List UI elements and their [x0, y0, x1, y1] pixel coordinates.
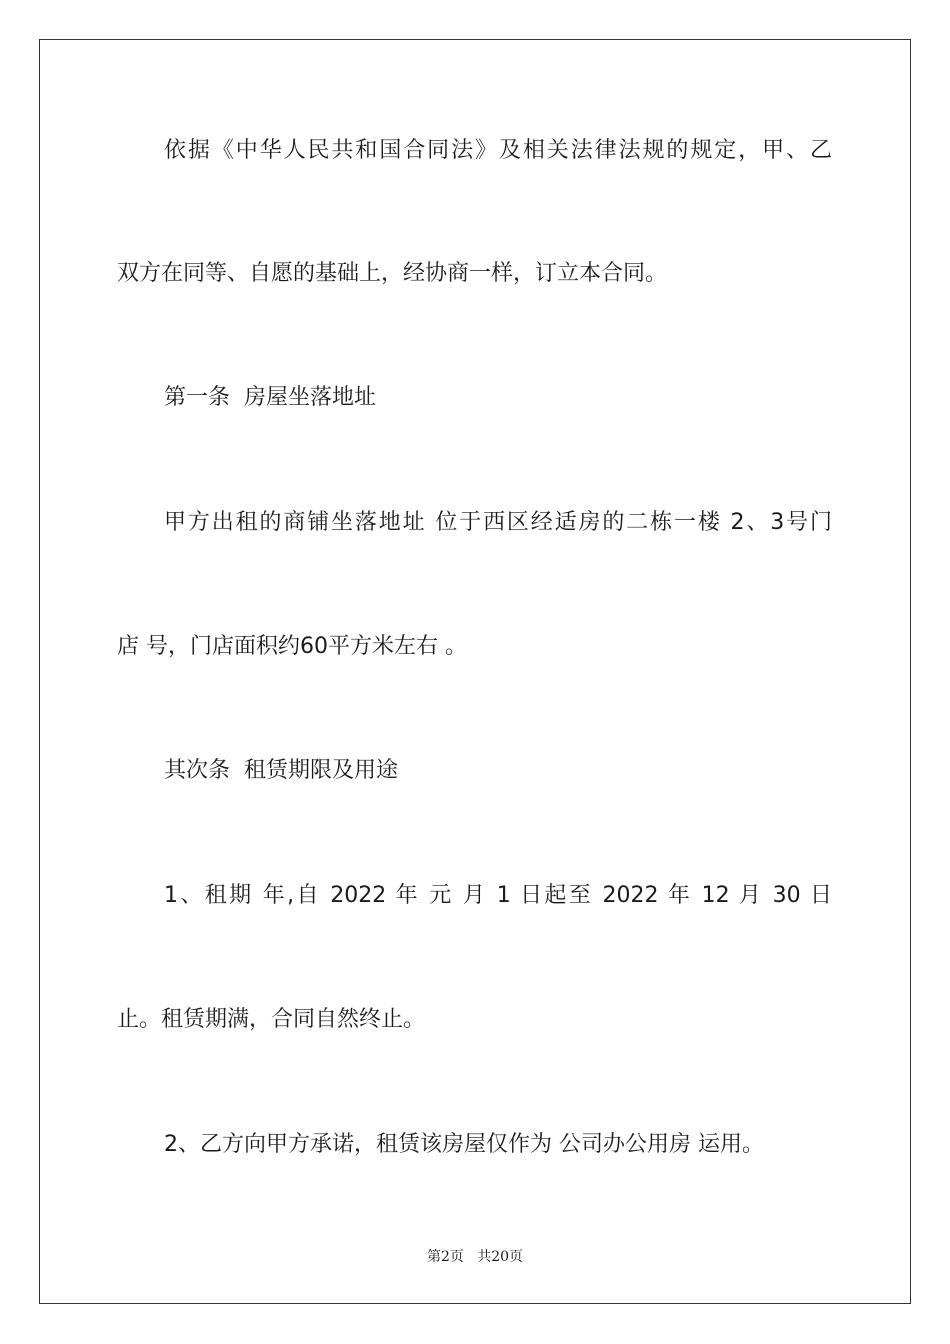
- paragraph-line-1: 依据《中华人民共和国合同法》及相关法律法规的规定，甲、乙: [164, 138, 832, 163]
- paragraph-line-4: 店 号，门店面积约60平方米左右 。: [117, 634, 467, 659]
- paragraph-line-5: 1、租期 年,自 2022 年 元 月 1 日起至 2022 年 12 月 30 日: [164, 883, 832, 908]
- section-heading-article-1: 第一条 房屋坐落地址: [164, 385, 376, 410]
- page-number-footer: 第2页 共20页: [426, 1249, 524, 1265]
- paragraph-line-7: 2、乙方向甲方承诺，租赁该房屋仅作为 公司办公用房 运用。: [164, 1132, 764, 1157]
- paragraph-line-3: 甲方出租的商铺坐落地址 位于西区经适房的二栋一楼 2、3号门: [164, 510, 832, 535]
- paragraph-line-6: 止。租赁期满，合同自然终止。: [117, 1007, 426, 1032]
- page-border: [39, 39, 911, 1304]
- paragraph-line-2: 双方在同等、自愿的基础上，经协商一样，订立本合同。: [117, 261, 668, 286]
- section-heading-article-2: 其次条 租赁期限及用途: [164, 758, 398, 783]
